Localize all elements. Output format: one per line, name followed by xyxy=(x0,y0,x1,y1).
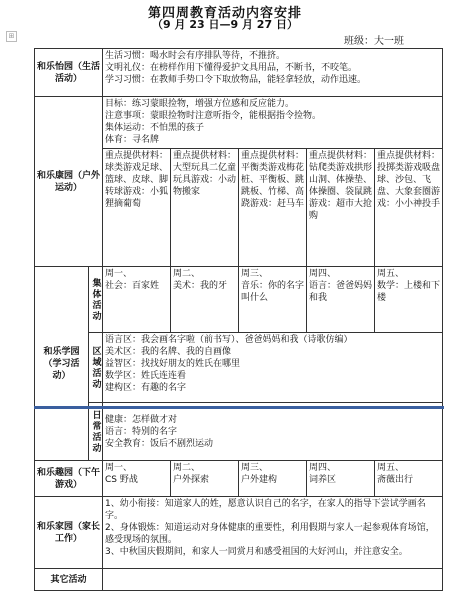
outdoor-day-cell[interactable] xyxy=(103,149,171,267)
table-row xyxy=(35,461,443,497)
other-content[interactable] xyxy=(103,569,443,591)
afternoon-text: 户外探索 xyxy=(173,475,210,485)
day-label: 周四、 xyxy=(309,269,337,279)
life-line: 生活习惯：喝水时会有序排队等待，不推挤。 xyxy=(105,51,286,61)
table-row xyxy=(35,267,443,333)
collective-cell[interactable] xyxy=(103,267,171,333)
category-outdoor: 和乐康园（户外运动） xyxy=(35,97,103,267)
category-other: 其它活动 xyxy=(35,569,103,591)
outdoor-line: 体育：寻名牌 xyxy=(105,135,160,145)
outdoor-content[interactable] xyxy=(103,97,443,149)
afternoon-text: 户外建构 xyxy=(241,475,278,485)
collective-cell[interactable] xyxy=(375,267,443,333)
outdoor-day-text: 重点提供材料：球类游戏足球、篮球、皮球、脚转球游戏：小狐狸摘葡萄 xyxy=(105,151,169,209)
family-line: 1、幼小衔接：知道家人的姓，愿意认识自己的名字，在家人的指导下尝试学画名字。 xyxy=(105,499,426,521)
afternoon-cell[interactable] xyxy=(103,461,171,497)
area-content[interactable] xyxy=(103,333,443,403)
afternoon-cell[interactable] xyxy=(307,461,375,497)
table-row xyxy=(35,569,443,591)
area-label: 区域活动 xyxy=(89,333,103,403)
area-line: 建构区：有趣的名字 xyxy=(105,383,187,393)
collective-cell[interactable] xyxy=(307,267,375,333)
category-afternoon: 和乐趣园（下午游戏） xyxy=(35,461,103,497)
day-label: 周二、 xyxy=(173,463,201,473)
day-label: 周五、 xyxy=(377,463,405,473)
category-life: 和乐怡园（生活活动） xyxy=(35,49,103,97)
afternoon-cell[interactable] xyxy=(375,461,443,497)
day-label: 周五、 xyxy=(377,269,405,279)
collective-text: 语言：爸爸妈妈和我 xyxy=(309,281,373,303)
schedule-table xyxy=(34,48,443,591)
collective-cell[interactable] xyxy=(239,267,307,333)
outdoor-day-cell[interactable] xyxy=(239,149,307,267)
day-label: 周二、 xyxy=(173,269,201,279)
afternoon-text: 词养区 xyxy=(309,475,337,485)
outdoor-line: 集体运动：不怕黑的孩子 xyxy=(105,123,205,133)
date-range: （9 月 23 日—9 月 27 日） xyxy=(152,18,298,31)
outdoor-day-cell[interactable] xyxy=(171,149,239,267)
day-label: 周三、 xyxy=(241,463,269,473)
afternoon-text: 斋薇出行 xyxy=(377,475,414,485)
afternoon-cell[interactable] xyxy=(239,461,307,497)
outdoor-day-text: 重点提供材料：投掷类游戏吸盘球、沙包、飞盘、大象套圈游戏：小小神投手 xyxy=(377,151,441,209)
category-family: 和乐家园（家长工作） xyxy=(35,497,103,569)
family-line: 2、身体锻炼：知道运动对身体健康的重要性，利用假期与家人一起参观体育场馆，感受现场的氛围。 xyxy=(105,523,435,545)
table-row xyxy=(35,403,443,461)
area-line: 语言区：我会画名字啦（前书写）、爸爸妈妈和我（诗歌仿编） xyxy=(105,335,353,345)
day-label: 周一、 xyxy=(105,463,133,473)
table-row xyxy=(35,97,443,149)
life-line: 学习习惯：在教师手势口令下取放物品，能轻拿轻放，动作迅速。 xyxy=(105,75,367,85)
daily-label: 日常活动 xyxy=(89,403,103,461)
daily-line: 安全教育：饭后不剧烈运动 xyxy=(105,438,214,449)
table-row xyxy=(35,497,443,569)
collective-cell[interactable] xyxy=(171,267,239,333)
page-title: 第四周教育活动内容安排 xyxy=(147,6,302,21)
category-learning: 和乐学园（学习活动） xyxy=(35,267,89,461)
collective-text: 社会：百家姓 xyxy=(105,281,160,291)
area-line: 数学区：姓氏连连看 xyxy=(105,371,187,381)
outdoor-day-cell[interactable] xyxy=(307,149,375,267)
outdoor-line: 目标：练习蒙眼捡物，增强方位感和反应能力。 xyxy=(105,99,295,109)
outdoor-day-cell[interactable] xyxy=(375,149,443,267)
outdoor-day-text: 重点提供材料：大型玩具二亿童玩具游戏：小动物搬家 xyxy=(173,151,237,197)
table-row xyxy=(35,333,443,403)
life-line: 文明礼仪：在榜样作用下懂得爱护文具用品，不断书，不咬笔。 xyxy=(105,63,358,73)
family-line: 3、中秋国庆假期间，和家人一同赏月和感受祖国的大好河山，并注意安全。 xyxy=(105,547,408,557)
daily-line: 语言：特别的名字 xyxy=(105,426,178,437)
outdoor-line: 注意事项：蒙眼捡物时注意听指令，能根据指令捡物。 xyxy=(105,111,322,121)
family-content[interactable] xyxy=(103,497,443,569)
class-label: 班级：大一班 xyxy=(344,36,404,47)
table-row xyxy=(35,49,443,97)
collective-text: 美术：我的牙 xyxy=(173,281,228,291)
day-label: 周四、 xyxy=(309,463,337,473)
daily-content[interactable] xyxy=(103,403,443,461)
day-label: 周三、 xyxy=(241,269,269,279)
outdoor-day-text: 重点提供材料：平衡类游戏梅花桩、平衡板、跳跳板、竹梯、高跷游戏：赶马车 xyxy=(241,151,305,209)
collective-label: 集体活动 xyxy=(89,267,103,333)
outdoor-day-text: 重点提供材料：钻爬类游戏拱形山洞、体操垫、体操圈、袋鼠跳游戏：超市大抢购 xyxy=(309,151,373,221)
afternoon-text: CS 野战 xyxy=(105,475,138,485)
life-content[interactable] xyxy=(103,49,443,97)
table-move-handle-icon[interactable]: ⊞ xyxy=(6,31,17,42)
collective-text: 数学：上楼和下楼 xyxy=(377,281,441,303)
area-line: 美术区：我的名牌、我的自画像 xyxy=(105,347,232,357)
daily-line: 健康：怎样做才对 xyxy=(105,414,178,425)
day-label: 周一、 xyxy=(105,269,133,279)
collective-text: 音乐：你的名字叫什么 xyxy=(241,281,305,303)
area-line: 益智区：找找好朋友的姓氏在哪里 xyxy=(105,359,241,369)
section-divider xyxy=(34,406,444,409)
afternoon-cell[interactable] xyxy=(171,461,239,497)
